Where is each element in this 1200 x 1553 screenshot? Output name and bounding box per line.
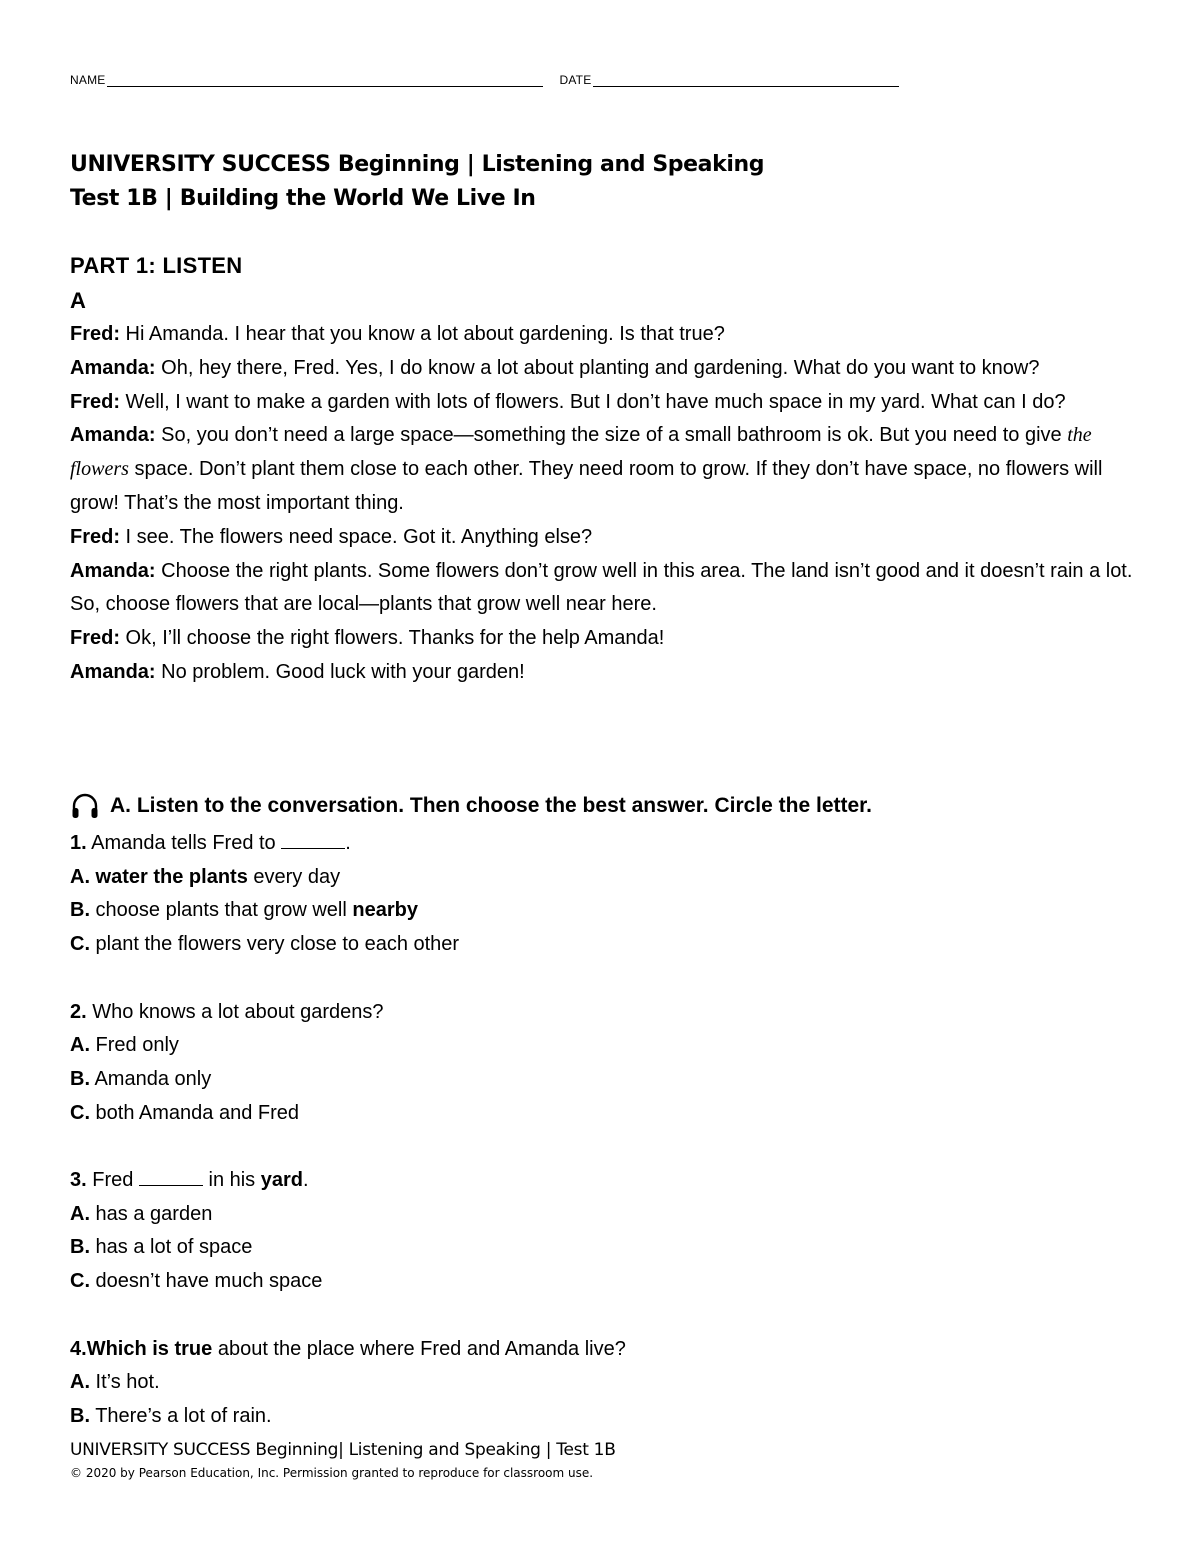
option-text: Fred only [90, 1034, 179, 1057]
speaker-name: Fred: [70, 627, 120, 650]
question-number: 2. [70, 1000, 87, 1023]
option-letter: A. [70, 1371, 90, 1394]
option-letter: A. [70, 1034, 90, 1057]
option-text: doesn’t have much space [90, 1270, 323, 1293]
dialogue-text: I see. The flowers need space. Got it. Anything else? [120, 525, 593, 548]
dialogue-text: Ok, I’ll choose the right flowers. Thanks for the help Amanda! [120, 627, 665, 650]
option-letter: B. [70, 899, 90, 922]
stem-text-bold: yard [260, 1169, 303, 1191]
question-stem [70, 996, 1140, 1030]
stem-text: Amanda tells Fred to [86, 832, 282, 854]
footer-copyright: © 2020 by Pearson Education, Inc. Permission granted to reproduce for classroom use. [70, 1466, 594, 1480]
answer-option[interactable] [70, 1231, 1140, 1265]
option-text: It’s hot. [90, 1371, 160, 1394]
question-4 [70, 1333, 1140, 1434]
answer-blank [281, 832, 345, 849]
speaker-name: Amanda: [70, 424, 156, 447]
option-text-bold: water the plants [90, 865, 248, 888]
dialogue-line [70, 622, 1140, 656]
name-label: NAME [70, 73, 106, 87]
dialogue-line [70, 419, 1140, 520]
stem-text-bold: Which is true [86, 1337, 213, 1360]
date-field[interactable] [593, 72, 899, 87]
dialogue-text: Choose the right plants. Some flowers don’t grow well in this area. The land isn’t good and it doesn’t rain a lot. So, choose flowers that are local—plants that grow well near here. [70, 559, 1133, 616]
speaker-name: Amanda: [70, 660, 156, 683]
dialogue-text: space. Don’t plant them close to each other. They need room to grow. If they don’t have space, no flowers will grow! That’s the most important thing. [70, 458, 1103, 514]
stem-text: about the place where Fred and Amanda live? [212, 1337, 626, 1360]
dialogue-text: Well, I want to make a garden with lots of flowers. But I don’t have much space in my yard. What can I do? [120, 390, 1066, 413]
question-number: 1. [70, 832, 87, 854]
answer-option[interactable] [70, 1400, 1140, 1434]
option-text: plant the flowers very close to each other [90, 933, 460, 956]
option-letter: C. [70, 1101, 90, 1124]
answer-option[interactable] [70, 1063, 1140, 1097]
option-letter: C. [70, 1270, 90, 1293]
question-3 [70, 1164, 1140, 1299]
dialogue-line [70, 656, 1140, 690]
answer-option[interactable] [70, 1265, 1140, 1299]
question-2 [70, 996, 1140, 1131]
stem-text: in his [202, 1169, 261, 1191]
dialogue-line [70, 555, 1140, 623]
test-title: Test 1B | Building the World We Live In [70, 186, 536, 211]
stem-text: Who knows a lot about gardens? [86, 1000, 384, 1023]
option-text: both Amanda and Fred [90, 1101, 300, 1124]
option-letter: C. [70, 933, 90, 956]
option-text: There’s a lot of rain. [90, 1404, 272, 1427]
answer-option[interactable] [70, 1029, 1140, 1063]
section-letter: A [70, 288, 86, 313]
dialogue-text: No problem. Good luck with your garden! [155, 660, 525, 683]
stem-text: Fred [86, 1169, 139, 1191]
answer-option[interactable] [70, 928, 1140, 962]
conversation-transcript [70, 318, 1140, 690]
speaker-name: Fred: [70, 525, 120, 548]
part-heading: PART 1: LISTEN [70, 253, 243, 278]
speaker-name: Amanda: [70, 559, 156, 582]
option-text: every day [247, 865, 341, 888]
dialogue-text: So, you don’t need a large space—something the size of a small bathroom is ok. But you need to give [155, 424, 1068, 447]
name-field[interactable] [107, 72, 543, 87]
dialogue-line [70, 352, 1140, 386]
instruction-text: A. Listen to the conversation. Then choose the best answer. Circle the letter. [110, 794, 873, 817]
stem-text: . [345, 832, 351, 854]
speaker-name: Amanda: [70, 356, 156, 379]
option-letter: B. [70, 1067, 90, 1090]
question-number: 3. [70, 1169, 87, 1191]
option-text: has a lot of space [90, 1236, 253, 1259]
footer-title: UNIVERSITY SUCCESS Beginning| Listening and Speaking | Test 1B [70, 1440, 616, 1460]
question-stem [70, 1333, 1140, 1367]
document-title: UNIVERSITY SUCCESS Beginning | Listening and Speaking [70, 152, 765, 177]
exercise-instruction [70, 791, 872, 821]
option-text: has a garden [90, 1202, 213, 1225]
dialogue-emphasis: the flowers [70, 424, 1092, 481]
question-stem [70, 827, 1140, 861]
option-letter: B. [70, 1236, 90, 1259]
option-letter: A. [70, 865, 90, 888]
option-text: Amanda only [90, 1067, 212, 1090]
dialogue-line [70, 386, 1140, 420]
question-stem [70, 1164, 1140, 1198]
option-text: choose plants that grow well [90, 899, 353, 922]
option-letter: A. [70, 1202, 90, 1225]
date-label: DATE [559, 73, 592, 87]
answer-option[interactable] [70, 1366, 1140, 1400]
option-text-bold: nearby [352, 899, 418, 922]
answer-option[interactable] [70, 894, 1140, 928]
stem-text: . [303, 1169, 309, 1191]
dialogue-line [70, 521, 1140, 555]
answer-option[interactable] [70, 1097, 1140, 1131]
question-number: 4. [70, 1337, 87, 1360]
answer-option[interactable] [70, 1198, 1140, 1232]
dialogue-line [70, 318, 1140, 352]
question-1 [70, 827, 1140, 962]
name-date-header [70, 72, 899, 87]
answer-blank [139, 1169, 203, 1186]
dialogue-text: Hi Amanda. I hear that you know a lot about gardening. Is that true? [120, 323, 725, 345]
headphones-icon [70, 791, 100, 821]
speaker-name: Fred: [70, 323, 120, 345]
dialogue-text: Oh, hey there, Fred. Yes, I do know a lot about planting and gardening. What do you want to know? [155, 356, 1040, 379]
question-list [70, 827, 1140, 1434]
option-letter: B. [70, 1404, 90, 1427]
speaker-name: Fred: [70, 390, 120, 413]
answer-option[interactable] [70, 861, 1140, 895]
